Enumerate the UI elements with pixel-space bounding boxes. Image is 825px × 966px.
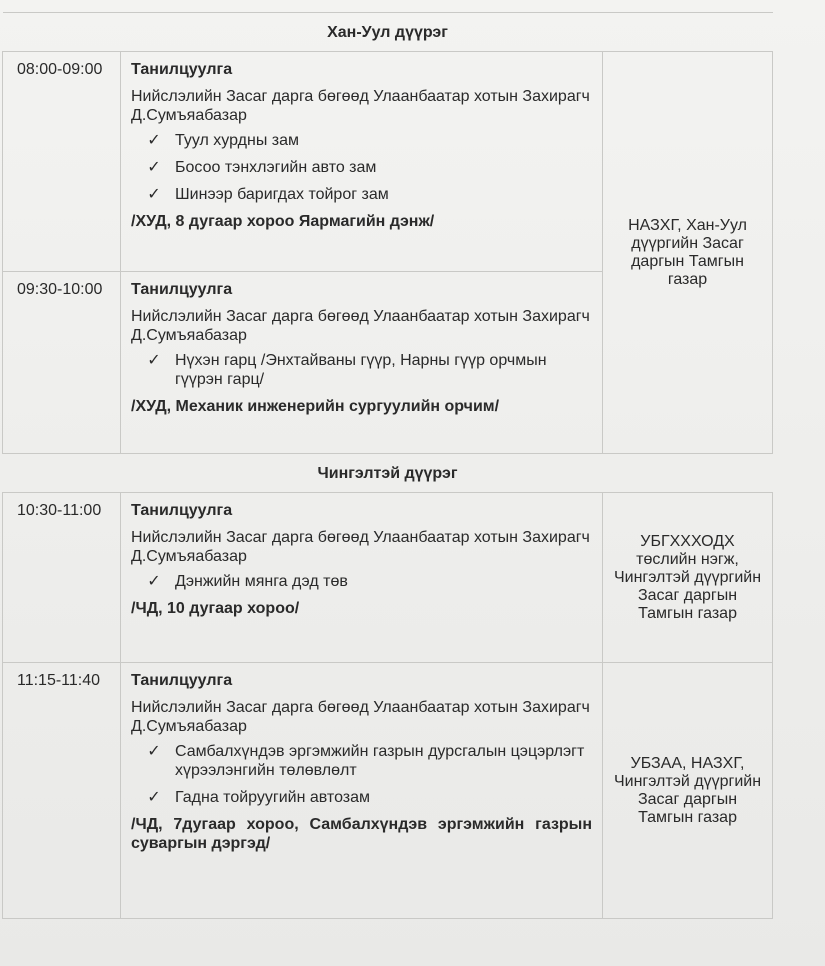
checklist <box>131 131 592 204</box>
event-person: Д.Сумъяабазар <box>131 718 247 735</box>
checklist <box>131 351 592 389</box>
list-item: ✓ Шинээр баригдах тойрог зам <box>145 185 592 204</box>
event-host: Нийслэлийн Засаг дарга бөгөөд Улаанбаатар хотын Захирагч <box>131 88 590 105</box>
check-icon: ✓ <box>147 352 161 369</box>
event-host: Нийслэлийн Засаг дарга бөгөөд Улаанбаатар хотын Захирагч <box>131 308 590 325</box>
checklist <box>131 572 592 591</box>
event-person: Д.Сумъяабазар <box>131 327 247 344</box>
event-intro: Танилцуулга <box>131 672 233 689</box>
list-item: ✓ Босоо тэнхлэгийн авто зам <box>145 158 592 177</box>
event-location: /ХУД, Механик инженерийн сургуулийн орчим/ <box>131 398 500 415</box>
district-header-row <box>3 13 773 52</box>
event-time: 08:00-09:00 <box>3 52 121 272</box>
event-time: 09:30-10:00 <box>3 272 121 454</box>
check-icon: ✓ <box>147 186 161 203</box>
check-icon: ✓ <box>147 789 161 806</box>
event-location: /ХУД, 8 дугаар хороо Яармагийн дэнж/ <box>131 213 435 230</box>
event-description <box>121 272 603 454</box>
event-description <box>121 52 603 272</box>
event-intro: Танилцуулга <box>131 61 233 78</box>
responsible-org: УБГХХХОДХ төслийн нэгж, Чингэлтэй дүүргийн Засаг даргын Тамгын газар <box>603 493 773 663</box>
event-row <box>3 52 773 272</box>
schedule-table <box>2 12 773 919</box>
check-icon: ✓ <box>147 743 161 760</box>
district-name: Чингэлтэй дүүрэг <box>3 454 773 493</box>
event-person: Д.Сумъяабазар <box>131 107 247 124</box>
event-host: Нийслэлийн Засаг дарга бөгөөд Улаанбаатар хотын Захирагч <box>131 529 590 546</box>
event-intro: Танилцуулга <box>131 281 233 298</box>
event-description <box>121 663 603 919</box>
event-row <box>3 663 773 919</box>
list-item: ✓ Туул хурдны зам <box>145 131 592 150</box>
event-time: 10:30-11:00 <box>3 493 121 663</box>
list-item: ✓ Гадна тойруугийн автозам <box>145 788 592 807</box>
responsible-org: УБЗАА, НАЗХГ, Чингэлтэй дүүргийн Засаг даргын Тамгын газар <box>603 663 773 919</box>
check-icon: ✓ <box>147 573 161 590</box>
event-location: /ЧД, 7дугаар хороо, Самбалхүндэв эргэмжийн газрын суваргын дэргэд/ <box>131 816 592 852</box>
district-header-row <box>3 454 773 493</box>
check-icon: ✓ <box>147 159 161 176</box>
event-location: /ЧД, 10 дугаар хороо/ <box>131 600 300 617</box>
event-intro: Танилцуулга <box>131 502 233 519</box>
list-item: ✓ Нүхэн гарц /Энхтайваны гүүр, Нарны гүүр орчмын гүүрэн гарц/ <box>145 351 592 389</box>
district-name: Хан-Уул дүүрэг <box>3 13 773 52</box>
list-item: ✓ Самбалхүндэв эргэмжийн газрын дурсгалын цэцэрлэгт хүрээлэнгийн төлөвлөлт <box>145 742 592 780</box>
event-time: 11:15-11:40 <box>3 663 121 919</box>
event-description <box>121 493 603 663</box>
event-person: Д.Сумъяабазар <box>131 548 247 565</box>
check-icon: ✓ <box>147 132 161 149</box>
list-item: ✓ Дэнжийн мянга дэд төв <box>145 572 592 591</box>
responsible-org: НАЗХГ, Хан-Уул дүүргийн Засаг даргын Тамгын газар <box>603 52 773 454</box>
checklist <box>131 742 592 807</box>
event-host: Нийслэлийн Засаг дарга бөгөөд Улаанбаатар хотын Захирагч <box>131 699 590 716</box>
event-row <box>3 493 773 663</box>
